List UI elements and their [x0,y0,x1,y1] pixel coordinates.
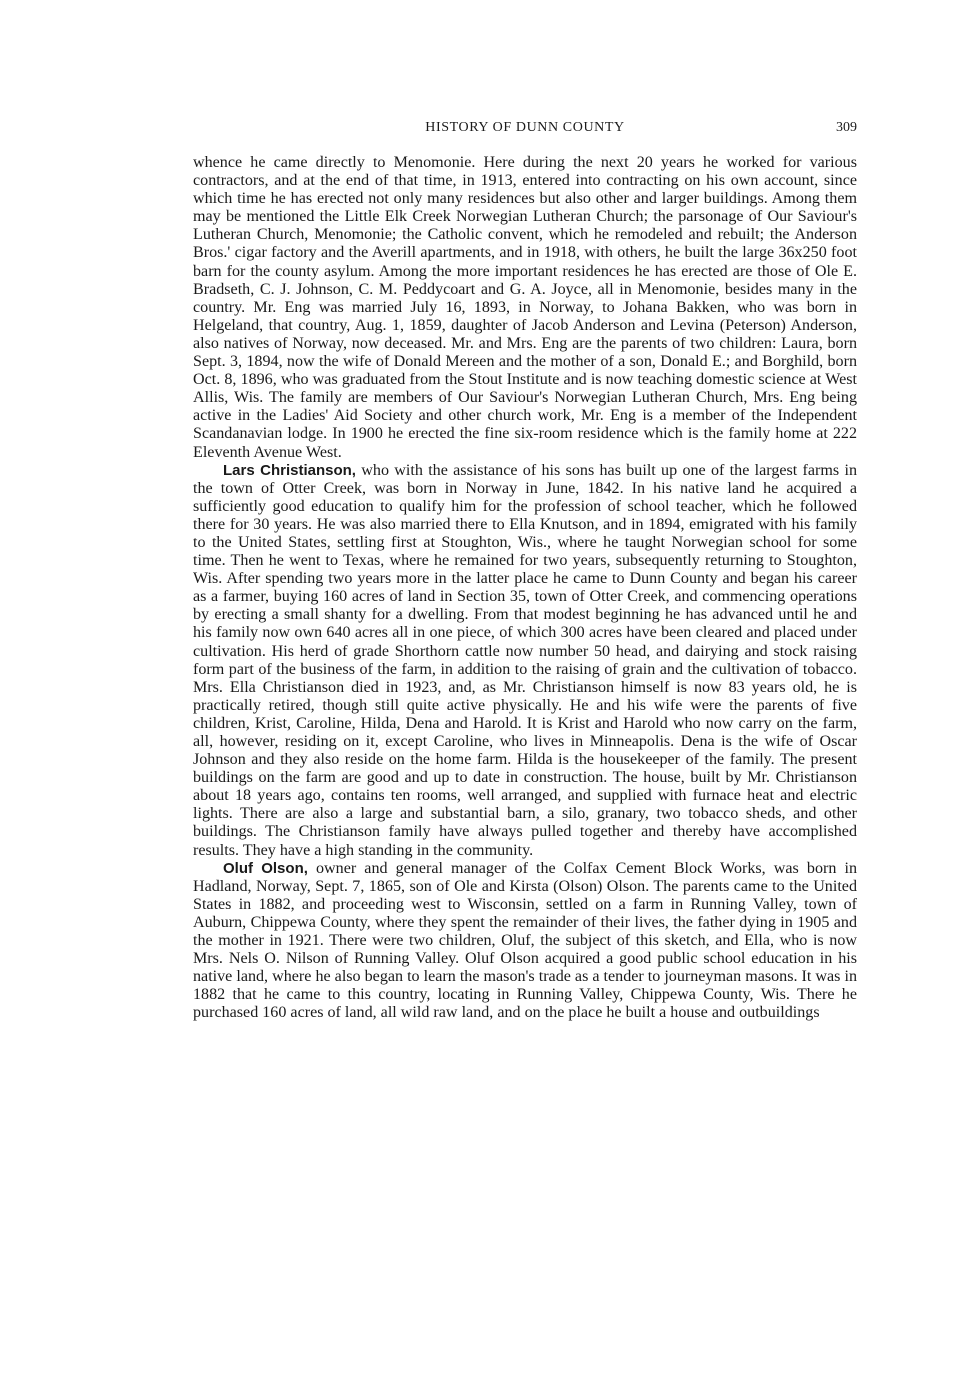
paragraph-eng-continued [193,154,857,462]
biography-name: Lars Christianson, [223,461,356,479]
running-head: HISTORY OF DUNN COUNTY [425,120,625,135]
paragraph-text: who with the assistance of his sons has built up one of the largest farms in the town of Otter Creek, was born in Norway in June, 1842. In his native land he acquired a sufficiently good education to qualify him for the profession of school teacher, which he followed there for 30 years. He was also married there to Ella Knutson, and in 1894, emigrated with his family to the United States, settling first at Stoughton, Wis., where he taught Norwegian school for some time. Then he went to Texas, where he remained for two years, subsequently returning to Stoughton, Wis. After spending two years more in the latter place he came to Dunn County and began his career as a farmer, buying 160 acres of land in Section 35, town of Otter Creek, and commencing operations by erecting a small shanty for a dwelling. From that modest beginning he has advanced until he and his family now own 640 acres all in one piece, of which 300 acres have been cleared and placed under cultivation. His herd of grade Shorthorn cattle now number 50 head, and dairying and stock raising form part of the business of the farm, in addition to the raising of grain and the cultivation of tobacco. Mrs. Ella Christianson died in 1923, and, as Mr. Christianson himself is now 83 years old, he is practically retired, though still quite active physically. He and his wife were the parents of five children, Krist, Caroline, Hilda, Dena and Harold. It is Krist and Harold who now carry on the farm, all, however, residing on it, except Caroline, who lives in Minneapolis. Dena is the wife of Oscar Johnson and they also reside on the home farm. Hilda is the housekeeper of the family. The present buildings on the farm are good and up to date in construction. The house, built by Mr. Christianson about 18 years ago, contains ten rooms, well arranged, and supplied with furnace heat and electric lights. There are also a large and substantial barn, a silo, granary, two tobacco sheds, and other buildings. The Christianson family have always pulled together and thereby have accomplished results. They have a high standing in the community. [193,461,858,859]
paragraph-text: owner and general manager of the Colfax Cement Block Works, was born in Hadland, Norway, Sept. 7, 1865, son of Ole and Kirsta (Olson) Olson. The parents came to the United States in 1882, and proceeding west to Wisconsin, settled on a farm in Running Valley, town of Auburn, Chippewa County, where they spent the remainder of their lives, the father dying in 1905 and the mother in 1921. There were two children, Oluf, the subject of this sketch, and Ella, who is now Mrs. Nels O. Nilson of Running Valley. Oluf Olson acquired a good public school education in his native land, where he also began to learn the mason's trade as a tender to journeyman masons. It was in 1882 that he came to this country, locating in Running Valley, Chippewa County, Wis. There he purchased 160 acres of land, all wild raw land, and on the place he built a house and outbuildings [193,859,857,1022]
page-number: 309 [836,120,857,135]
paragraph-lars-christianson [193,462,857,860]
page-header [193,120,857,140]
paragraph-oluf-olson [193,860,857,1023]
biography-name: Oluf Olson, [223,859,308,877]
text-body [193,154,857,1023]
paragraph-text: whence he came directly to Menomonie. Here during the next 20 years he worked for various contractors, and at the end of that time, in 1913, entered into contracting on his own account, since which time he has erected not only many residences but also other and larger buildings. Among them may be mentioned the Little Elk Creek Norwegian Lutheran Church; the parsonage of Our Saviour's Lutheran Church, Menomonie; the Catholic convent, which he remodeled and rebuilt; the Anderson Bros.' cigar factory and the Averill apartments, and in 1918, with others, he built the large 36x250 foot barn for the county asylum. Among the more important residences he has erected are those of Ole E. Bradseth, C. J. Johnson, C. M. Peddycoart and G. A. Joyce, all in Menomonie, besides many in the country. Mr. Eng was married July 16, 1893, in Norway, to Johana Bakken, who was born in Helgeland, that country, Aug. 1, 1859, daughter of Jacob Anderson and Levina (Peterson) Anderson, also natives of Norway, now deceased. Mr. and Mrs. Eng are the parents of two children: Laura, born Sept. 3, 1894, now the wife of Donald Mereen and the mother of a son, Donald E.; and Borghild, born Oct. 8, 1896, who was graduated from the Stout Institute and is now teaching domestic science at West Allis, Wis. The family are members of Our Saviour's Norwegian Lutheran Church, Mrs. Eng being active in the Ladies' Aid Society and other church work, Mr. Eng is a member of the Independent Scandanavian lodge. In 1900 he erected the fine six-room residence which is the family home at 222 Eleventh Avenue West. [193,154,857,461]
